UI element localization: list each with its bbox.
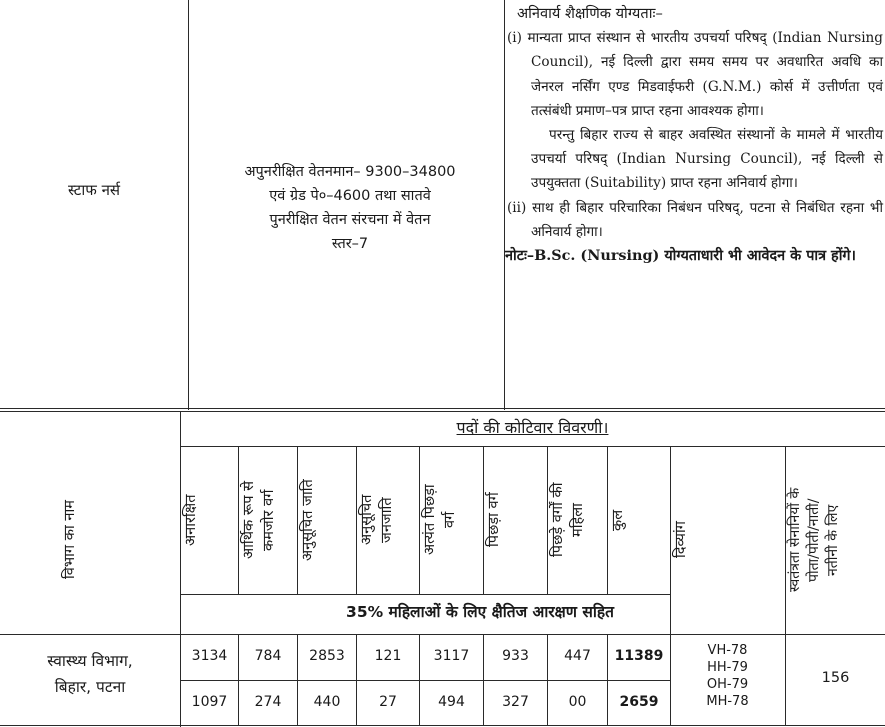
table-cell: 327 <box>502 694 529 710</box>
divider <box>0 408 885 409</box>
pay-line: पुनरीक्षित वेतन संरचना में वेतन <box>269 212 431 228</box>
table-caption: पदों की कोटिवार विवरणी। <box>456 418 609 437</box>
divider <box>0 725 885 726</box>
divider <box>180 446 885 447</box>
table-cell: 121 <box>374 648 402 664</box>
col-header-unreserved: अनारक्षित <box>182 494 199 546</box>
table-cell-total: 2659 <box>619 694 659 710</box>
qualification-note: नोटः–B.Sc. (Nursing) योग्यताधारी भी आवेदन के पात्र होंगे। <box>505 247 856 265</box>
divider <box>180 680 670 681</box>
department-name <box>0 648 180 700</box>
divyang-breakdown <box>670 642 785 710</box>
col-header-ews: आर्थिक रूप से कमजोर वर्ग <box>240 481 277 560</box>
divyang-item: HH-79 <box>707 660 748 675</box>
table-cell: 933 <box>502 648 529 664</box>
table-cell: 3117 <box>433 648 470 664</box>
pay-scale <box>196 160 504 256</box>
qualification-title: अनिवार्य शैक्षणिक योग्यताः– <box>517 5 663 22</box>
divider <box>0 634 885 635</box>
divyang-item: VH-78 <box>707 643 748 658</box>
col-header-sc: अनुसूचित जाति <box>299 479 316 561</box>
col-header-divyang: दिव्यांग <box>672 521 689 559</box>
table-cell: 2853 <box>309 648 345 664</box>
pay-line: स्तर–7 <box>331 236 369 252</box>
divyang-item: OH-79 <box>706 677 749 692</box>
col-header-st: अनुसूचित जनजाति <box>358 494 395 546</box>
table-cell: 27 <box>379 694 397 710</box>
table-cell: 494 <box>438 694 465 710</box>
col-header-ebc: अत्यंत पिछड़ा वर्ग <box>421 484 458 556</box>
qualification-proviso: परन्तु बिहार राज्य से बाहर अवस्थित संस्थानों के मामले में भारतीय उपचर्या परिषद् (Indian Nursing Council), नई दिल्ली से उपयुक्तता (Suitability) प्राप्त रहना अनिवार्य होगा। <box>531 127 883 192</box>
divider <box>188 0 189 410</box>
table-cell: 00 <box>568 694 587 710</box>
table-cell: 3134 <box>191 648 228 664</box>
dept-line: स्वास्थ्य विभाग, <box>47 652 133 670</box>
col-header-bc-women: पिछड़े वर्गों की महिला <box>549 482 586 558</box>
category-table <box>0 412 885 727</box>
col-header-bc: पिछड़ा वर्ग <box>485 492 502 548</box>
freedom-fighter-count: 156 <box>821 670 850 686</box>
pay-line: अपुनरीक्षित वेतनमान– 9300–34800 <box>244 164 456 180</box>
women-reservation-note: 35% महिलाओं के लिए क्षैतिज आरक्षण सहित <box>346 603 614 621</box>
table-cell: 1097 <box>191 694 228 710</box>
table-cell-total: 11389 <box>614 648 664 664</box>
table-cell: 440 <box>313 694 341 710</box>
qualification-item-1: (i) मान्यता प्राप्त संस्थान से भारतीय उपचर्या परिषद् (Indian Nursing Council), नई दिल्ली द्वारा समय समय पर अवधारित अवधि का जेनरल नर्सिंग एण्ड मिडवाईफरी (G.N.M.) कोर्स में उत्तीर्णता एवं तत्संबंधी प्रमाण–पत्र प्राप्त रहना आवश्यक होगा। <box>507 30 883 119</box>
col-header-total: कुल <box>609 509 626 531</box>
table-cell: 274 <box>254 694 282 710</box>
dept-line: बिहार, पटना <box>54 678 126 696</box>
pay-line: एवं ग्रेड पे०–4600 तथा सातवे <box>269 188 431 204</box>
table-cell: 784 <box>254 648 282 664</box>
qualification-item-2: (ii) साथ ही बिहार परिचारिका निबंधन परिषद्, पटना से निबंधित रहना भी अनिवार्य होगा। <box>507 199 883 240</box>
dept-header: विभाग का नाम <box>61 499 78 580</box>
post-name: स्टाफ नर्स <box>67 181 121 199</box>
divider <box>180 594 670 595</box>
divyang-item: MH-78 <box>706 694 749 709</box>
col-header-freedom-fighter: स्वतंत्रता सेनानियों के पोता/पोती/नाती/ नतीनी के लिए <box>787 487 841 593</box>
qualification-block <box>505 2 883 268</box>
table-cell: 447 <box>564 648 591 664</box>
